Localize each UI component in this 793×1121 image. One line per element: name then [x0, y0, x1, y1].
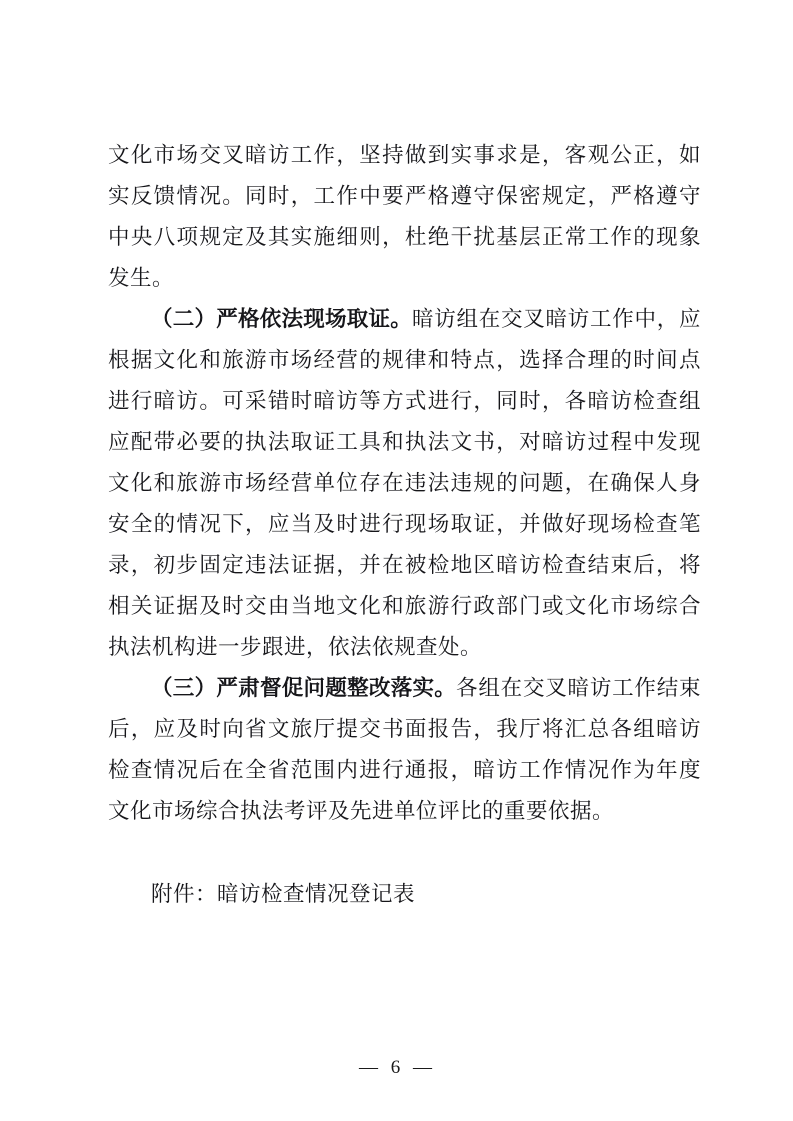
paragraph-2-text: 暗访组在交叉暗访工作中，应根据文化和旅游市场经营的规律和特点，选择合理的时间点进行暗访。可采错时暗访等方式进行，同时，各暗访检查组应配带必要的执法取证工具和执法文书，对暗访过程中发现文化和旅游市场经营单位存在违法违规的问题，在确保人身安全的情况下，应当及时进行现场取证，并做好现场检查笔录，初步固定违法证据，并在被检地区暗访检查结束后，将相关证据及时交由当地文化和旅游行政部门或文化市场综合执法机构进一步跟进，依法依规查处。	[108, 307, 701, 659]
document-body	[108, 135, 701, 915]
paragraph-3-lead: （三）严肃督促问题整改落实。	[151, 676, 457, 701]
paragraph-2-lead: （二）严格依法现场取证。	[151, 307, 412, 332]
footer-right-dash: —	[413, 1057, 434, 1078]
page-footer	[0, 1057, 793, 1079]
footer-left-dash: —	[359, 1057, 380, 1078]
paragraph-1-text: 文化市场交叉暗访工作，坚持做到实事求是，客观公正，如实反馈情况。同时，工作中要严格遵守保密规定，严格遵守中央八项规定及其实施细则，杜绝干扰基层正常工作的现象发生。	[108, 143, 701, 290]
page-number: 6	[390, 1057, 403, 1078]
paragraph-3	[108, 668, 701, 832]
paragraph-3-text: 各组在交叉暗访工作结束后，应及时向省文旅厅提交书面报告，我厅将汇总各组暗访检查情况后在全省范围内进行通报，暗访工作情况作为年度文化市场综合执法考评及先进单位评比的重要依据。	[108, 676, 701, 823]
paragraph-2	[108, 299, 701, 668]
paragraph-1	[108, 135, 701, 299]
attachment-line: 附件：暗访检查情况登记表	[151, 882, 416, 906]
